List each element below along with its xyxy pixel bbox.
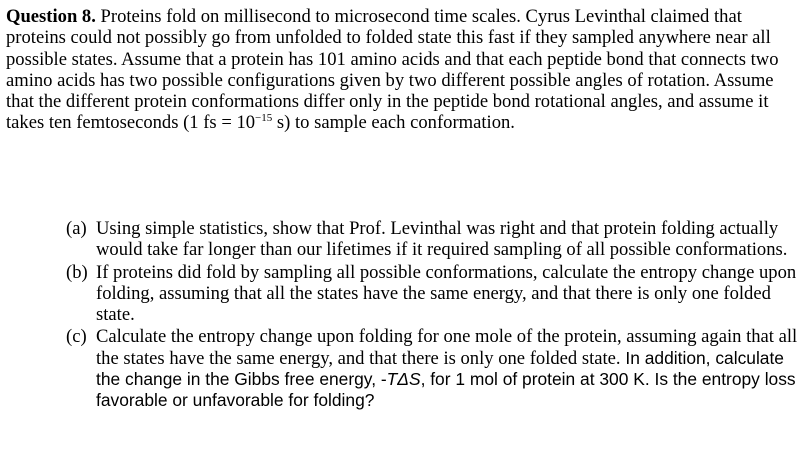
question-text-main: Proteins fold on millisecond to microsecond time scales. Cyrus Levinthal claimed that proteins could not possibly go from unfolded to folded state this fast if they sampled anywhere near all possible states. Assume that a protein has 101 amino acids and that each peptide bond that connects two amino acids has two possible configurations given by two different possible angles of rotation. Assume that the different protein conformations differ only in the peptide bond rotational angles, and assume it takes ten femtoseconds (1 fs = 10 — [6, 6, 779, 134]
part-c-text-serif: Calculate the entropy change upon folding for one mole of the protein, assuming again that all the states have the same energy, and that there is only one folded state. — [96, 326, 798, 369]
question-parts-list — [66, 218, 802, 413]
exponent: −15 — [255, 112, 273, 125]
part-b — [66, 262, 802, 326]
tds-symbol: TΔS — [386, 369, 421, 390]
question-label: Question 8. — [6, 6, 96, 27]
part-text: Using simple statistics, show that Prof. Levinthal was right and that protein folding actually would take far longer than our lifetimes if it required sampling of all possible conformations. — [96, 218, 788, 261]
part-text — [96, 326, 802, 411]
part-label: (b) — [66, 261, 88, 283]
part-c — [66, 326, 802, 411]
gibbs-text-after: , for 1 mol of protein at 300 K. Is the entropy loss favorable or unfavorable for folding? — [96, 369, 796, 411]
part-a — [66, 218, 802, 261]
part-label: (a) — [66, 218, 87, 239]
question-text-end: s) to sample each conformation. — [272, 112, 515, 134]
part-text: If proteins did fold by sampling all possible conformations, calculate the entropy change upon folding, assuming that all the states have the same energy, and that there is only one folded state. — [96, 261, 797, 326]
gibbs-text-before: In addition, calculate the change in the Gibbs free energy, - — [96, 347, 784, 390]
question-intro — [6, 6, 801, 134]
part-label: (c) — [66, 326, 87, 348]
